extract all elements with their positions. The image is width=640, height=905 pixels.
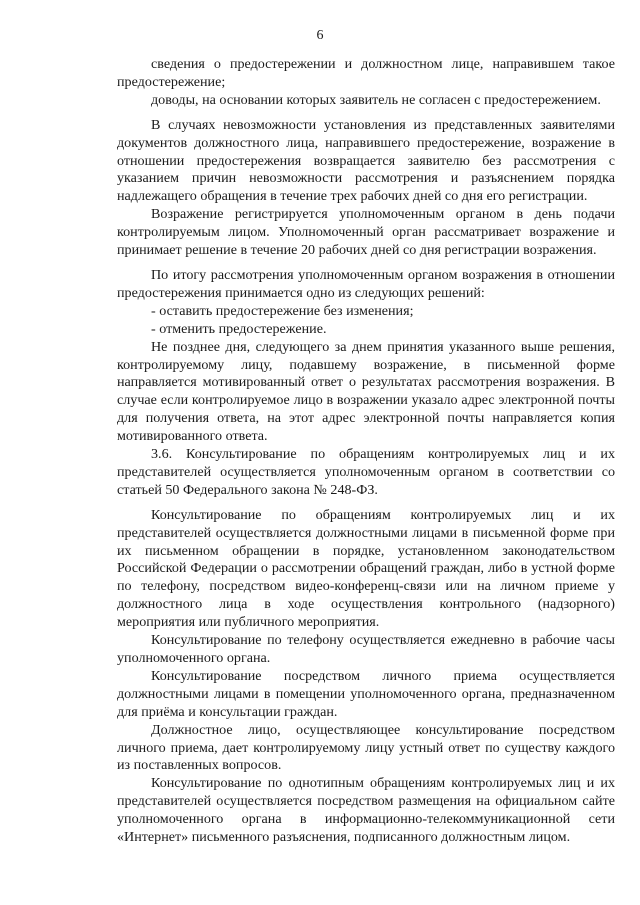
paragraph-arguments: доводы, на основании которых заявитель не согласен с предостережением. [151, 91, 601, 108]
paragraph-oral-answer: Должностное лицо, осуществляющее консультирование посредством личного приема, дает контролируемому лицу устный ответ по существу каждого из поставленных вопросов. [117, 721, 615, 774]
paragraph-decision-options: По итогу рассмотрения уполномоченным органом возражения в отношении предостережения принимается одно из следующих решений: [117, 266, 615, 301]
paragraph-consulting-forms: Консультирование по обращениям контролируемых лиц и их представителей осуществляется должностными лицами в письменной форме при их письменном обращении в порядке, установленном законодательством Российской Федерации о рассмотрении обращений граждан, либо в устной форме по телефону, посредством видео-конференц-связи или на личном приеме у должностного лица в ходе осуществления контрольного (надзорного) мероприятия или публичного мероприятия. [117, 506, 615, 631]
paragraph-reasoned-response: Не позднее дня, следующего за днем принятия указанного выше решения, контролируемому лицу, подавшему возражение, в письменной форме направляется мотивированный ответ о результатах рассмотрения возражения. В случае если контролируемое лицо в возражении указало адрес электронной почты для получения ответа, на этот адрес электронной почты направляется копия мотивированного ответа. [117, 338, 615, 445]
paragraph-return-objection: В случаях невозможности установления из представленных заявителями документов должностного лица, направившего предостережение, возражение в отношении предостережения возвращается заявителю без рассмотрения с указанием причин невозможности рассмотрения и разъяснением порядка надлежащего обращения в течение трех рабочих дней со дня его регистрации. [117, 116, 615, 205]
paragraph-personal-reception: Консультирование посредством личного приема осуществляется должностными лицами в помещении уполномоченного органа, предназначенном для приёма и консультации граждан. [117, 667, 615, 720]
document-body [117, 56, 615, 847]
paragraph-warning-info: сведения о предостережении и должностном лице, направившем такое предостережение; [117, 56, 615, 90]
page-number: 6 [316, 28, 324, 43]
list-item-leave-unchanged: - оставить предостережение без изменения; [151, 302, 414, 319]
list-item-cancel: - отменить предостережение. [151, 320, 327, 337]
paragraph-phone-consulting: Консультирование по телефону осуществляется ежедневно в рабочие часы уполномоченного органа. [117, 632, 615, 666]
paragraph-written-clarification: Консультирование по однотипным обращениям контролируемых лиц и их представителей осуществляется посредством размещения на официальном сайте уполномоченного органа в информационно-телекоммуникационной сети «Интернет» письменного разъяснения, подписанного должностным лицом. [117, 775, 615, 846]
paragraph-registration: Возражение регистрируется уполномоченным органом в день подачи контролируемым лицом. Уполномоченный орган рассматривает возражение и принимает решение в течение 20 рабочих дней со дня регистрации возражения. [117, 206, 615, 259]
paragraph-section-3-6: 3.6. Консультирование по обращениям контролируемых лиц и их представителей осуществляется уполномоченным органом в соответствии со статьей 50 Федерального закона № 248-ФЗ. [117, 446, 615, 498]
